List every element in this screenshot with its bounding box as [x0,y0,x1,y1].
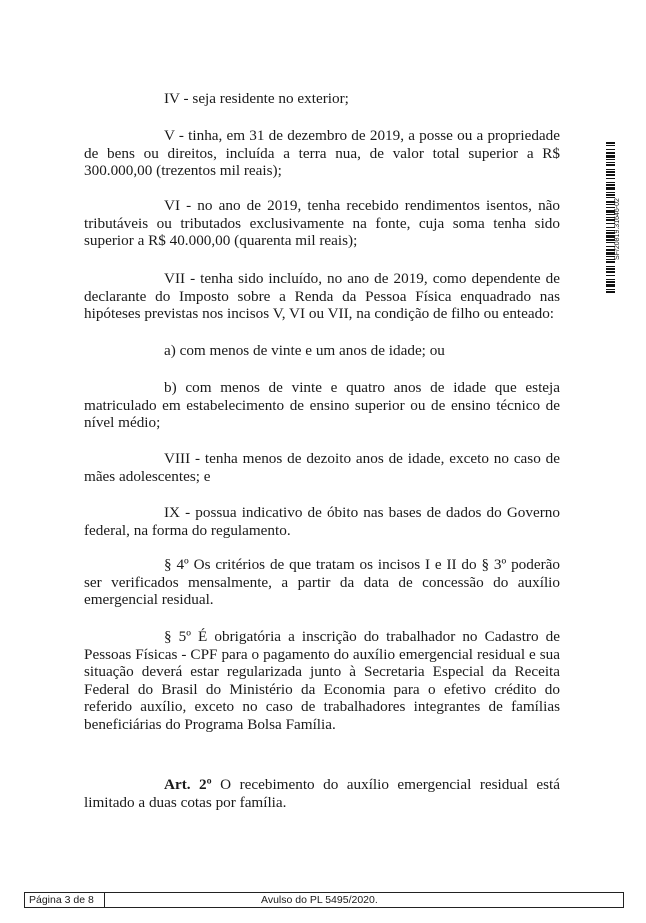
barcode-bar [606,275,615,276]
barcode-bar [606,192,615,193]
paragraph-v: V - tinha, em 31 de dezembro de 2019, a posse ou a propriedade de bens ou direitos, incluída a terra nua, de valor total superior a R$ 300.000,00 (trezentos mil reais); [84,127,560,180]
paragraph-section-5: § 5º É obrigatória a inscrição do trabalhador no Cadastro de Pessoas Físicas - CPF para o pagamento do auxílio emergencial residual e sua situação deverá estar regularizada junto à Secretaria Especial da Receita Federal do Brasil do Ministério da Economia para o efetivo crédito do referido auxílio, exceto no caso de trabalhadores integrantes de famílias beneficiárias do Programa Bolsa Família. [84,628,560,733]
barcode-bar [606,284,615,287]
paragraph-ix: IX - possua indicativo de óbito nas bases de dados do Governo federal, na forma do regulamento. [84,504,560,539]
barcode-bar [606,187,615,190]
footer [24,892,624,908]
barcode-bar [606,149,615,150]
barcode-bar [606,162,615,163]
barcode-bar [606,266,615,267]
paragraph-vii: VII - tenha sido incluído, no ano de 2019, como dependente de declarante do Imposto sobre a Renda da Pessoa Física enquadrado nas hipóteses previstas nos incisos V, VI ou VII, na condição de filho ou enteado: [84,270,560,323]
paragraph-vi: VI - no ano de 2019, tenha recebido rendimentos isentos, não tributáveis ou tributados exclusivamente na fonte, cuja soma tenha sido superior a R$ 40.000,00 (quarenta mil reais); [84,197,560,250]
paragraph-section-4: § 4º Os critérios de que tratam os incisos I e II do § 3º poderão ser verificados mensalmente, a partir da data de concessão do auxílio emergencial residual. [84,556,560,609]
barcode-bar [606,281,615,283]
barcode-bar [606,159,615,160]
barcode-bar [606,184,615,186]
barcode-bar [606,145,615,146]
paragraph-b: b) com menos de vinte e quatro anos de idade que esteja matriculado em estabelecimento de ensino superior ou de ensino técnico de nível médio; [84,379,560,432]
barcode-bar [606,261,615,263]
barcode-bar [606,178,615,179]
paragraph-a: a) com menos de vinte e um anos de idade; ou [164,342,445,359]
footer-document-id: Avulso do PL 5495/2020. [261,894,378,906]
barcode-bar [606,268,615,270]
barcode-bar [606,194,615,196]
article-label: Art. 2º [164,776,212,793]
barcode-bar [606,174,615,176]
footer-page-number: Página 3 de 8 [25,893,105,907]
barcode-bar [606,164,615,166]
paragraph-viii: VIII - tenha menos de dezoito anos de idade, exceto no caso de mães adolescentes; e [84,450,560,485]
barcode-bar [606,279,615,280]
barcode-code: SF/20819.31646-02 [614,198,621,260]
barcode-bar [606,182,615,183]
barcode-bar [606,152,615,154]
barcode-bar [606,155,615,158]
barcode-bar [606,291,615,293]
barcode-bar [606,289,615,290]
barcode-bar [606,271,615,273]
barcode-bar [606,169,615,170]
barcode-bar [606,142,615,144]
paragraph-iv: IV - seja residente no exterior; [164,90,349,107]
paragraph-article-2: Art. 2º O recebimento do auxílio emergencial residual está limitado a duas cotas por família. [84,776,560,811]
barcode-bar [606,171,615,173]
